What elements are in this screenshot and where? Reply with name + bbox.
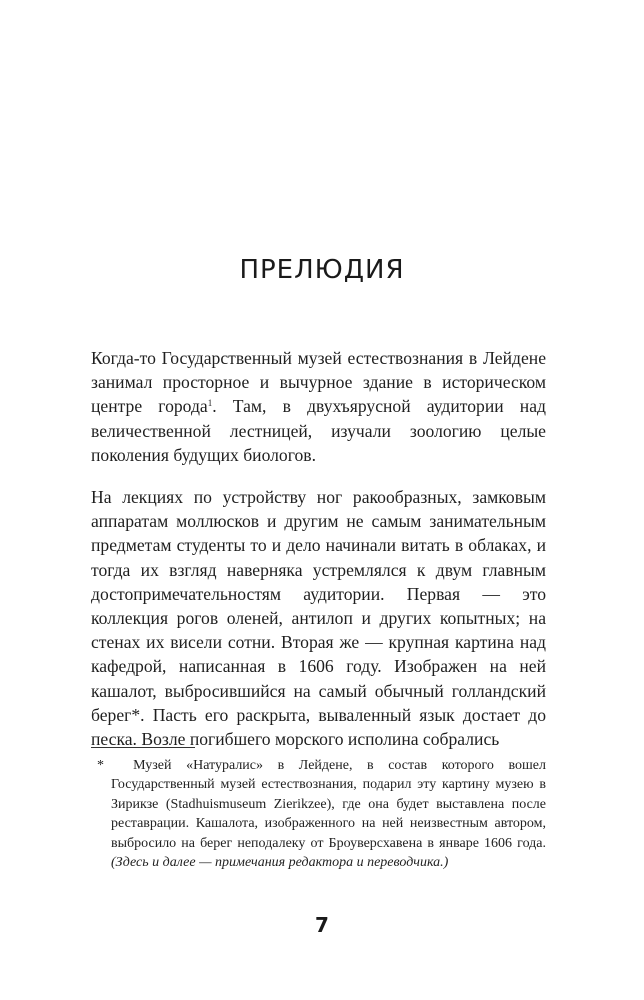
paragraph-1-text-cont: . Там, в двухъярусной аудитории над величественной лестницей, изучали зоологию целые поколения будущих биологов. [91,396,546,465]
chapter-title: ПРЕЛЮДИЯ [239,255,405,285]
paragraph-2 [91,485,546,751]
footnote-text: Музей «Натуралис» в Лейдене, в состав которого вошел Государственный музей естествознания, подарил эту картину музею в Зирикзе (Stadhuismuseum Zierikzee), где она будет выставлена после реставрации. Кашалота, изображенного на ней неизвестным автором, выбросило на берег неподалеку от Броуверсхавена в январе 1606 года. [111,758,547,851]
footnote-divider [91,747,195,748]
paragraph-1-text: Когда-то Государственный музей естествознания в Лейдене занимал просторное и вычурное здание в историческом центре города [91,348,546,417]
footnote-marker: * [97,758,104,773]
endnote-ref-1[interactable]: 1 [207,398,213,409]
paragraph-2-text: На лекциях по устройству ног ракообразных, замковым аппаратам моллюсков и другим не самым занимательным предметам студенты то и дело начинали витать в облаках, и тогда их взгляд наверняка устремлялся к двум главным достопримечательностям аудитории. Первая — это коллекция рогов оленей, антилоп и других копытных; на стенах их висели сотни. Вторая же — крупная картина над кафедрой, написанная в 1606 году. Изображен на ней кашалот, выбросившийся на самый обычный голландский берег*. Пасть его раскрыта, вываленный язык достает до песка. Возле погибшего морского исполина собрались [91,487,546,750]
paragraph-1 [91,346,546,467]
footnote-editor-note: (Здесь и далее — примечания редактора и переводчика.) [111,855,449,871]
footnote [91,756,546,872]
page-number: 7 [315,913,329,937]
